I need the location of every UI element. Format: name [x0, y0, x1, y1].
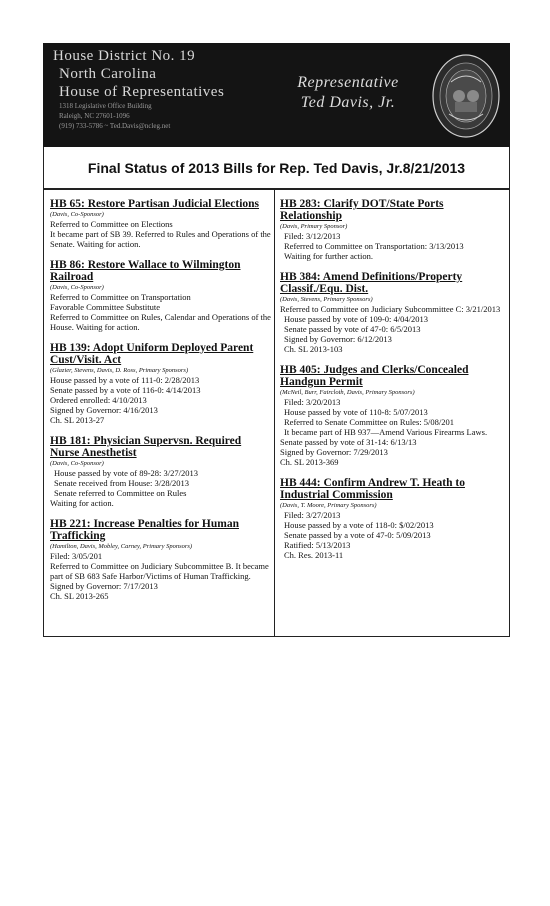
bill-title: HB 86: Restore Wallace to Wilmington Railroad: [50, 259, 241, 283]
bill-title: HB 405: Judges and Clerks/Concealed Handgun Permit: [280, 364, 469, 388]
bill-status-line: Filed: 3/05/201: [50, 551, 103, 561]
bill-sponsors: (Davis, Stevens, Primary Sponsors): [280, 296, 373, 303]
left-column: [50, 198, 272, 611]
chamber-name: House of Representatives: [59, 84, 225, 100]
bill-status-line: House passed by vote of 109-0: 4/04/2013: [284, 314, 429, 324]
district-number: House District No. 19: [53, 48, 196, 64]
bill-sponsors: (Davis, Co-Sponsor): [50, 211, 104, 218]
bill-status-line: Senate received from House: 3/28/2013: [54, 478, 190, 488]
bill-entry: [50, 518, 272, 601]
bill-status-line: Senate passed by vote of 47-0: 6/5/2013: [284, 324, 421, 334]
letterhead-banner: [43, 43, 510, 147]
rep-name: Ted Davis, Jr.: [300, 94, 396, 111]
bills-table: [43, 189, 510, 637]
bill-status-line: Senate passed by a vote of 47-0: 5/09/2013: [284, 530, 431, 540]
bill-entry: [280, 364, 502, 467]
bill-sponsors: (Davis, Primary Sponsor): [280, 223, 348, 230]
bill-status-line: Referred to Committee on Transportation: [50, 292, 191, 302]
bill-entry: [280, 198, 502, 261]
bill-sponsors: (Davis, Co-Sponsor): [50, 460, 104, 467]
bill-status-line: It became part of HB 937—Amend Various Firearms Laws.: [284, 427, 488, 437]
city-address: Raleigh, NC 27601-1096: [59, 112, 130, 120]
bill-title: HB 384: Amend Definitions/Property Classif./Equ. Dist.: [280, 271, 463, 295]
bill-status-line: House passed by vote of 89-28: 3/27/2013: [54, 468, 199, 478]
bill-status-line: Referred to Committee on Elections: [50, 219, 173, 229]
state-seal-icon: [431, 52, 501, 140]
bill-status-line: Ch. SL 2013-103: [284, 344, 343, 354]
bill-title: HB 181: Physician Supervsn. Required Nurse Anesthetist: [50, 435, 242, 459]
bill-status-line: Signed by Governor: 7/29/2013: [280, 447, 388, 457]
bill-title: HB 444: Confirm Andrew T. Heath to Industrial Commission: [280, 477, 465, 501]
bill-status-line: Ratified: 5/13/2013: [284, 540, 351, 550]
bill-title: HB 65: Restore Partisan Judicial Elections: [50, 198, 260, 210]
bill-title: HB 221: Increase Penalties for Human Trafficking: [50, 518, 239, 542]
state-name: North Carolina: [59, 66, 157, 82]
bill-status-line: Senate passed by vote of 31-14: 6/13/13: [280, 437, 417, 447]
bill-status-line: Ch. SL 2013-265: [50, 591, 109, 601]
representative-name: [283, 73, 413, 113]
bill-status-line: Filed: 3/20/2013: [284, 397, 341, 407]
bill-status-line: Referred to Committee on Judiciary Subcommittee B. It became part of SB 683 Safe Harbor/Victims of Human Trafficking.: [50, 561, 269, 581]
bill-status-line: Ch. SL 2013-27: [50, 415, 105, 425]
bill-entry: [50, 198, 272, 249]
bill-status-line: House passed by a vote of 111-0: 2/28/2013: [50, 375, 200, 385]
report-title: Final Status of 2013 Bills for Rep. Ted Davis, Jr.: [87, 159, 403, 176]
contact-info: (919) 733-5786 ~ Ted.Davis@ncleg.net: [59, 122, 171, 130]
district-info: [53, 47, 283, 131]
bill-sponsors: (Hamilton, Davis, Mobley, Carney, Primary Sponsors): [50, 543, 193, 550]
bill-status-line: Referred to Committee on Transportation: 3/13/2013: [284, 241, 464, 251]
bill-status-line: Waiting for further action.: [284, 251, 374, 261]
bill-entry: [280, 271, 502, 354]
bill-entry: [280, 477, 502, 560]
bill-status-line: Filed: 3/12/2013: [284, 231, 341, 241]
bill-status-line: Referred to Senate Committee on Rules: 5/08/201: [284, 417, 454, 427]
bill-status-line: Ch. SL 2013-369: [280, 457, 339, 467]
bill-entry: [50, 435, 272, 508]
bill-title: HB 283: Clarify DOT/State Ports Relationship: [280, 198, 444, 222]
bill-sponsors: (McNeil, Burr, Faircloth, Davis, Primary Sponsors): [280, 389, 415, 396]
bill-status-line: Ordered enrolled: 4/10/2013: [50, 395, 147, 405]
bill-status-line: Favorable Committee Substitute: [50, 302, 161, 312]
bill-status-line: Signed by Governor: 7/17/2013: [50, 581, 158, 591]
bill-entry: [50, 342, 272, 425]
bill-sponsors: (Davis, T. Moore, Primary Sponsors): [280, 502, 377, 509]
bill-status-line: Ch. Res. 2013-11: [284, 550, 344, 560]
bill-status-line: House passed by vote of 110-8: 5/07/2013: [284, 407, 428, 417]
column-divider: [274, 190, 275, 636]
office-address: 1318 Legislative Office Building: [59, 102, 152, 110]
bill-entry: [50, 259, 272, 332]
bill-status-line: House passed by a vote of 118-0: $/02/2013: [284, 520, 434, 530]
bill-status-line: Filed: 3/27/2013: [284, 510, 341, 520]
rep-title: Representative: [297, 74, 399, 91]
report-date: 8/21/2013: [402, 159, 466, 176]
bill-status-line: Referred to Committee on Rules, Calendar and Operations of the House. Waiting for action.: [50, 312, 271, 332]
bill-status-line: Signed by Governor: 6/12/2013: [284, 334, 392, 344]
bill-status-line: Senate passed by a vote of 116-0: 4/14/2013: [50, 385, 201, 395]
bill-title: HB 139: Adopt Uniform Deployed Parent Cust/Visit. Act: [50, 342, 254, 366]
right-column: [280, 198, 502, 570]
bill-sponsors: (Glazier, Stevens, Davis, D. Ross, Primary Sponsors): [50, 367, 189, 374]
bill-status-line: Referred to Committee on Judiciary Subcommittee C: 3/21/2013: [280, 304, 501, 314]
bill-status-line: Waiting for action.: [50, 498, 114, 508]
bill-sponsors: (Davis, Co-Sponsor): [50, 284, 104, 291]
report-title-bar: [43, 147, 510, 189]
bill-status-line: Senate referred to Committee on Rules: [54, 488, 187, 498]
bill-status-line: Signed by Governor: 4/16/2013: [50, 405, 158, 415]
bill-status-line: It became part of SB 39. Referred to Rules and Operations of the Senate. Waiting for action.: [50, 229, 271, 249]
